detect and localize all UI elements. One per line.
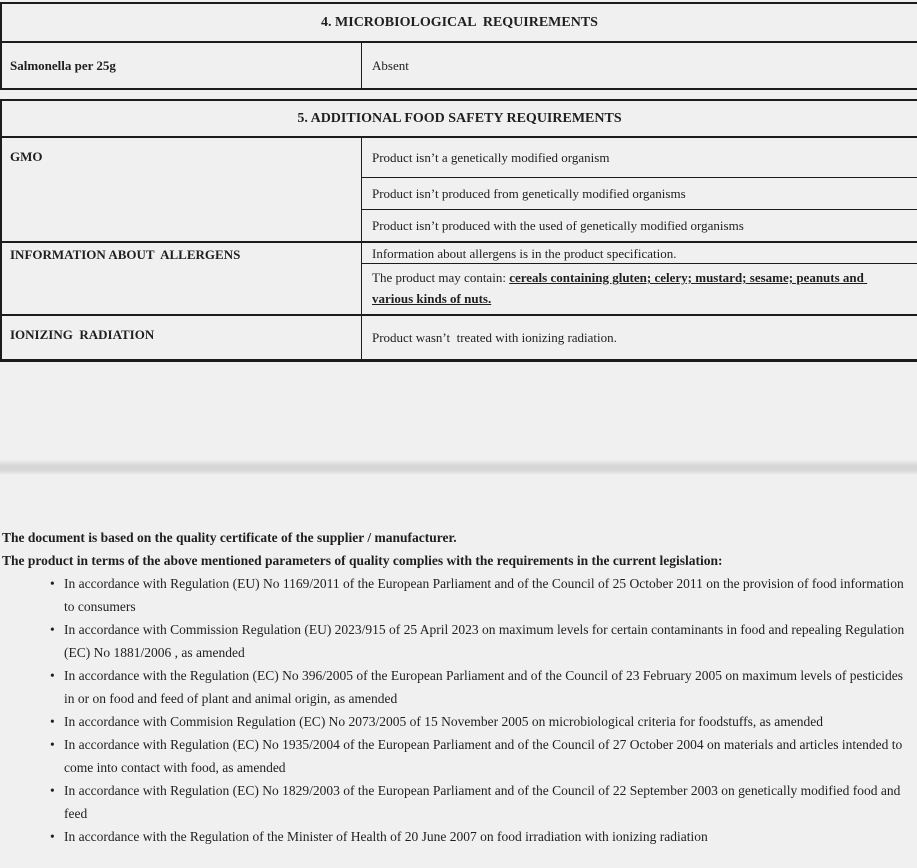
legislation-text: In accordance with Commision Regulation (EC) No 2073/2005 of 15 November 2005 on microbiological criteria for foodstuffs, as amended bbox=[64, 714, 823, 729]
microbiological-requirements-table bbox=[0, 2, 917, 90]
legislation-item bbox=[2, 664, 907, 710]
legislation-item bbox=[2, 733, 907, 779]
legislation-item bbox=[2, 618, 907, 664]
table-5-title: 5. ADDITIONAL FOOD SAFETY REQUIREMENTS bbox=[2, 101, 917, 138]
gmo-label: GMO bbox=[2, 138, 362, 241]
legislation-text: In accordance with Regulation (EU) No 1169/2011 of the European Parliament and of the Council of 25 October 2011 on the provision of food information to consumers bbox=[64, 576, 904, 614]
allergens-label: INFORMATION ABOUT ALLERGENS bbox=[2, 241, 362, 314]
legislation-text: In accordance with the Regulation (EC) No 396/2005 of the European Parliament and of the Council of 23 February 2005 on maximum levels of pesticides in or on food and feed of plant and animal origin, as amended bbox=[64, 668, 904, 706]
allergens-statement-2 bbox=[362, 263, 917, 314]
table-4-title: 4. MICROBIOLOGICAL REQUIREMENTS bbox=[2, 4, 917, 43]
bullet-icon: • bbox=[50, 576, 55, 591]
footer-statement-1: The document is based on the quality certificate of the supplier / manufacturer. bbox=[2, 530, 457, 545]
parameter-label: Salmonella per 25g bbox=[2, 43, 362, 88]
bullet-icon: • bbox=[50, 668, 55, 683]
legislation-text: In accordance with Commission Regulation (EU) 2023/915 of 25 April 2023 on maximum levels for certain contaminants in food and repealing Regulation (EC) No 1881/2006 , as amended bbox=[64, 622, 905, 660]
legislation-item bbox=[2, 779, 907, 825]
bullet-icon: • bbox=[50, 622, 55, 637]
legislation-text: In accordance with Regulation (EC) No 1935/2004 of the European Parliament and of the Council of 27 October 2004 on materials and articles intended to come into contact with food, as amended bbox=[64, 737, 903, 775]
allergens-statement-1: Information about allergens is in the product specification. bbox=[362, 241, 917, 263]
legislation-text: In accordance with Regulation (EC) No 1829/2003 of the European Parliament and of the Council of 22 September 2003 on genetically modified food and feed bbox=[64, 783, 901, 821]
allergen-list: cereals containing gluten; celery; mustard; sesame; peanuts and various kinds of nuts. bbox=[372, 270, 868, 306]
legislation-item bbox=[2, 710, 907, 733]
table-row bbox=[2, 43, 917, 88]
bullet-icon: • bbox=[50, 783, 55, 798]
footer-statement-2: The product in terms of the above mentioned parameters of quality complies with the requirements in the current legislation: bbox=[2, 553, 723, 568]
may-contain-prefix: The product may contain: bbox=[372, 270, 510, 285]
bullet-icon: • bbox=[50, 829, 55, 844]
gmo-statement-1: Product isn’t a genetically modified organism bbox=[372, 150, 610, 165]
legislation-item bbox=[2, 825, 907, 848]
legislation-text: In accordance with the Regulation of the Minister of Health of 20 June 2007 on food irradiation with ionizing radiation bbox=[64, 829, 708, 844]
ionizing-radiation-statement: Product wasn’t treated with ionizing radiation. bbox=[362, 314, 917, 359]
legislation-section bbox=[0, 526, 917, 848]
legislation-item bbox=[2, 572, 907, 618]
document-page bbox=[0, 2, 917, 868]
food-safety-requirements-table bbox=[0, 99, 917, 362]
gmo-statement-3: Product isn’t produced with the used of genetically modified organisms bbox=[362, 209, 917, 241]
bullet-icon: • bbox=[50, 737, 55, 752]
ionizing-radiation-label: IONIZING RADIATION bbox=[2, 314, 362, 359]
bullet-icon: • bbox=[50, 714, 55, 729]
gmo-statement-2: Product isn’t produced from genetically modified organisms bbox=[362, 177, 917, 209]
page-separator-bar bbox=[0, 460, 917, 475]
parameter-value: Absent bbox=[372, 57, 409, 73]
